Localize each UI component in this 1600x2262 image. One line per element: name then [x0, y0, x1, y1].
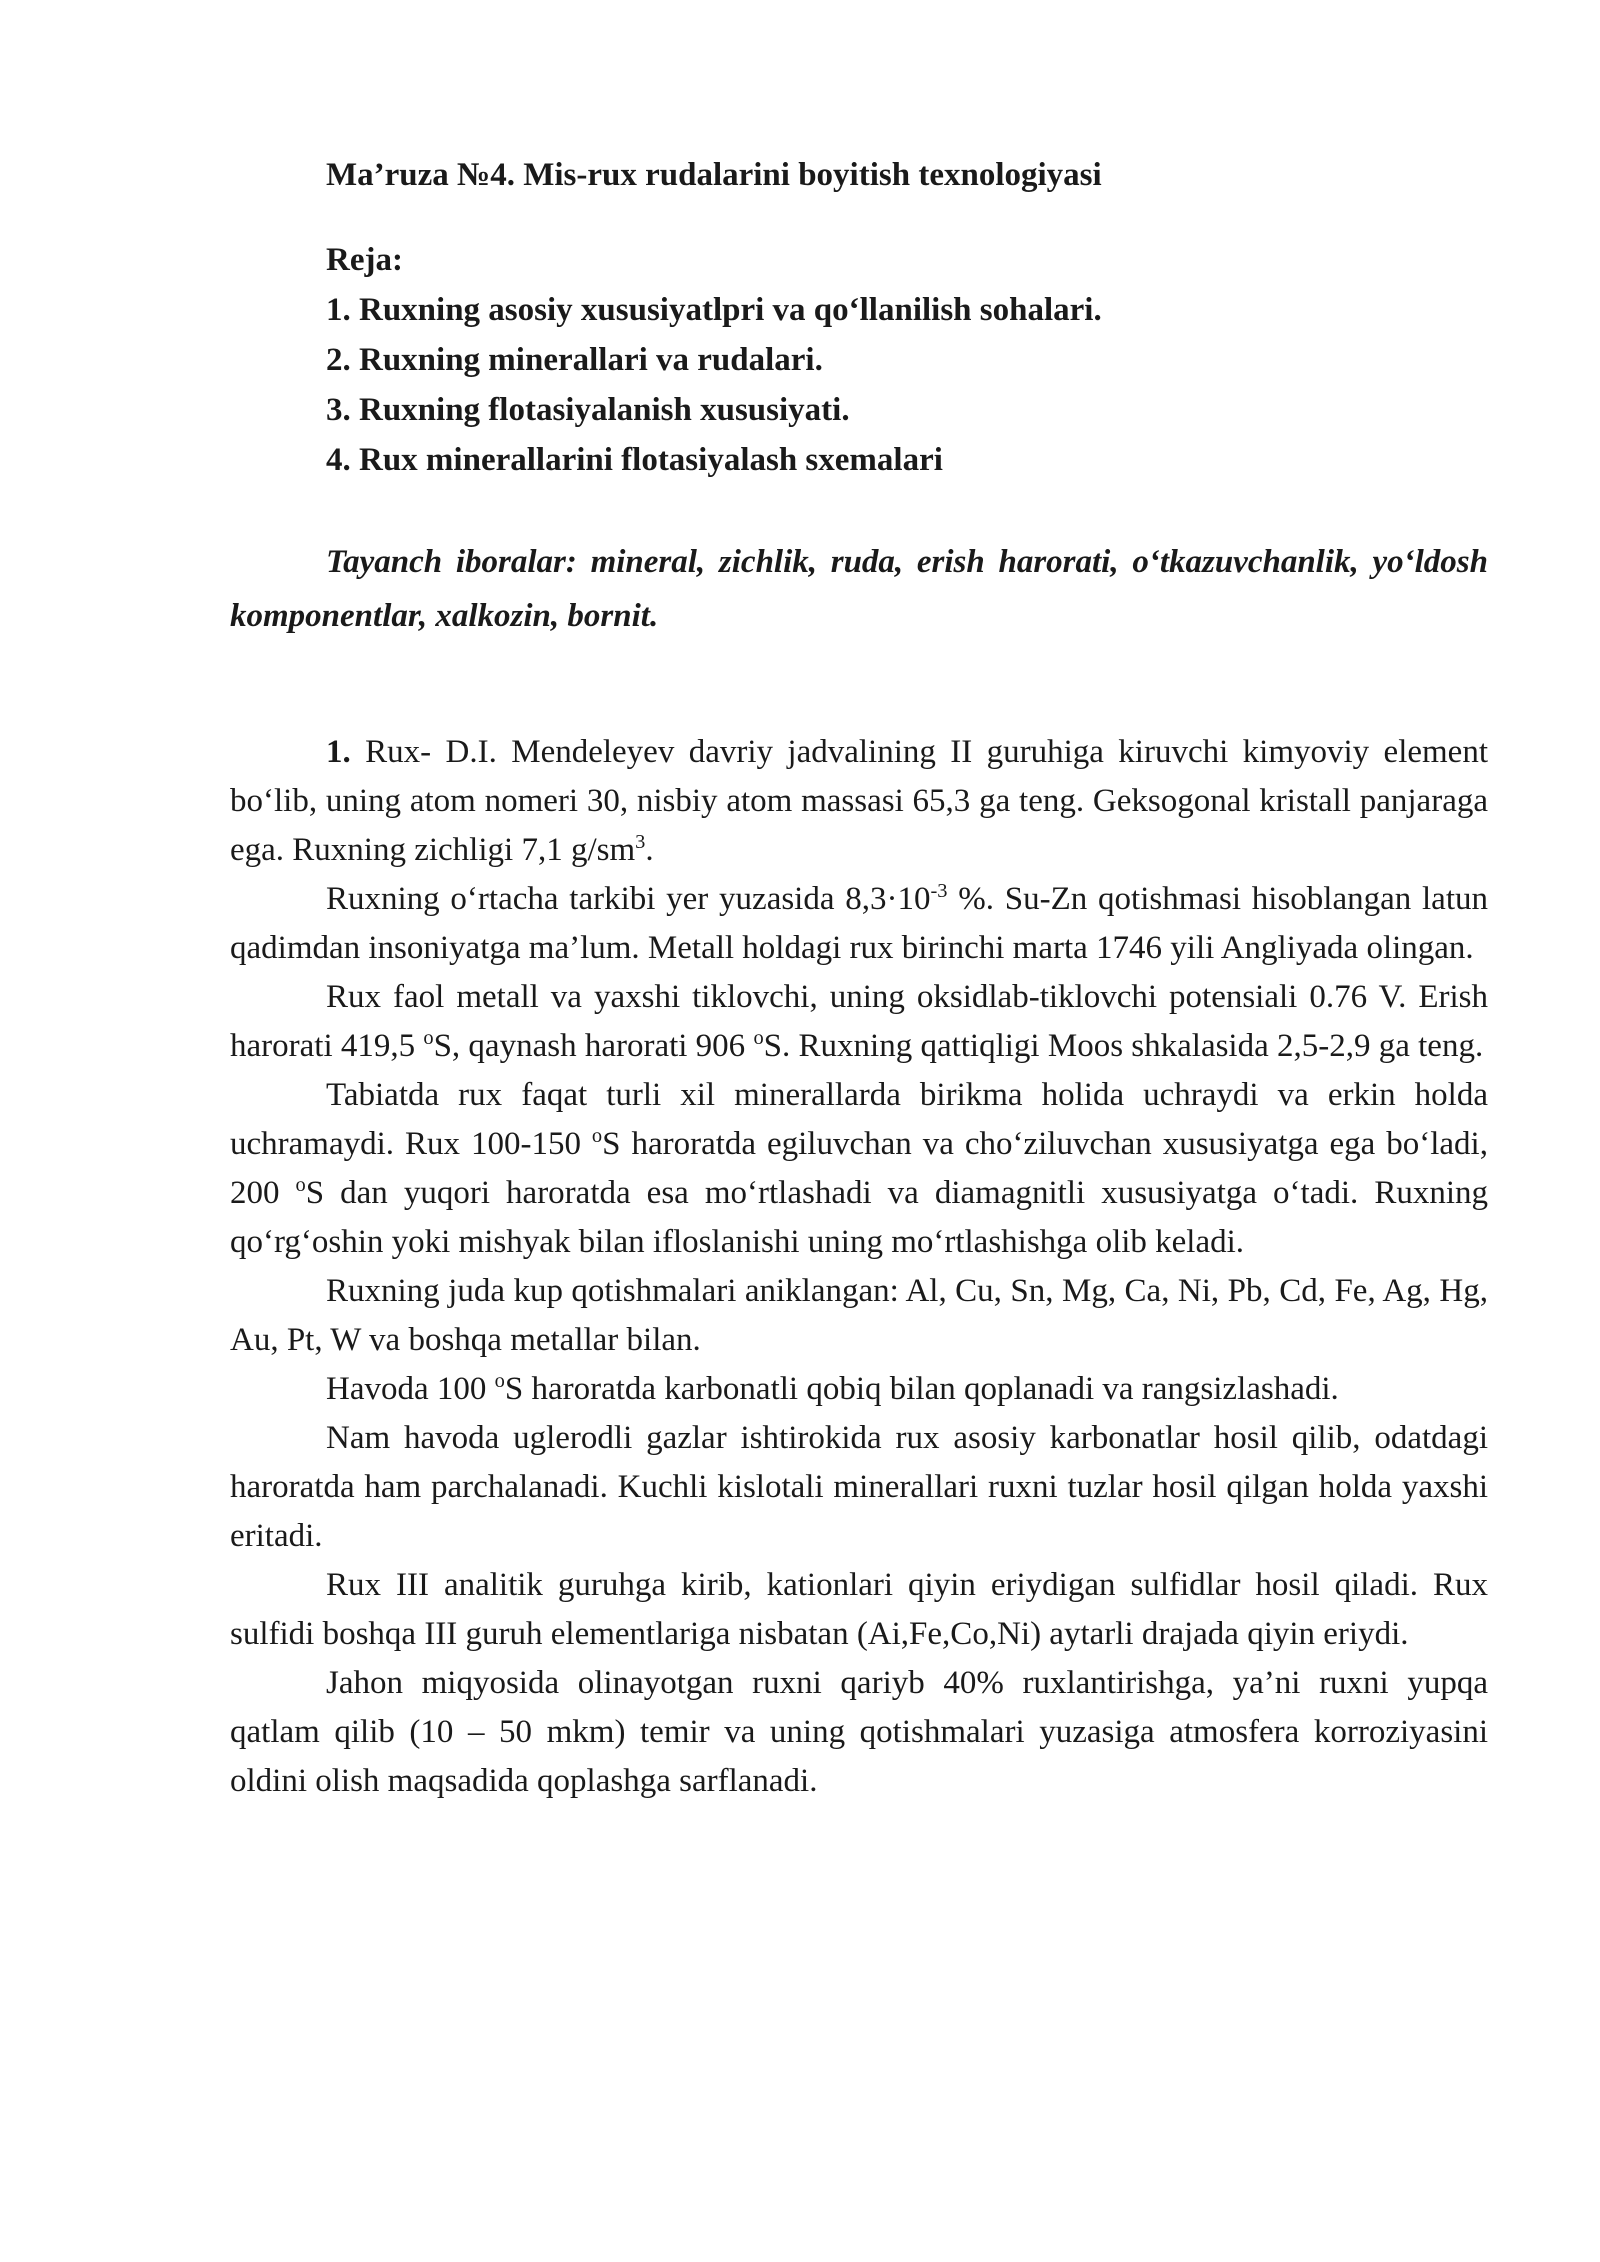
paragraph-4-text-c: S dan yuqori haroratda esa mo‘rtlashadi va diamagnitli xususiyatga o‘tadi. Ruxning qo‘rg‘oshin yoki mishyak bilan ifloslanishi uning mo‘rtlashishga olib keladi. — [230, 1175, 1489, 1260]
paragraph-3-sup-2: o — [753, 1027, 764, 1049]
paragraph-9: Jahon miqyosida olinayotgan ruxni qariyb 40% ruxlantirishga, ya’ni ruxni yupqa qatlam qilib (10 – 50 mkm) temir va uning qotishmalari yuzasiga atmosfera korroziyasini oldini olish maqsadida qoplashga sarflanadi. — [230, 1665, 1488, 1799]
plan-item-1: 1. Ruxning asosiy xususiyatlpri va qo‘llanilish sohalari. — [326, 292, 1102, 328]
paragraph-4-text-a: Tabiatda rux faqat turli xil minerallarda birikma holida uchraydi va erkin holda uchramaydi. Rux 100-150 — [230, 1077, 1488, 1162]
paragraph-2-text-a: Ruxning o‘rtacha tarkibi yer yuzasida 8,3·10 — [326, 881, 931, 917]
document-content — [230, 150, 1488, 1806]
paragraph-6-text-a: Havoda 100 — [326, 1371, 495, 1407]
paragraph-4-sup-2: o — [295, 1174, 306, 1196]
paragraph-1 — [230, 728, 1488, 875]
body-text — [230, 728, 1488, 1806]
paragraph-7: Nam havoda uglerodli gazlar ishtirokida rux asosiy karbonatlar hosil qilib, odatdagi haroratda ham parchalanadi. Kuchli kislotali minerallari ruxni tuzlar hosil qilgan holda yaxshi eritadi. — [230, 1420, 1488, 1554]
paragraph-6-text-b: S haroratda karbonatli qobiq bilan qoplanadi va rangsizlashadi. — [504, 1371, 1339, 1407]
lecture-number: Ma’ruza №4 — [326, 157, 507, 193]
paragraph-4-text-b: S haroratda egiluvchan va cho‘ziluvchan xususiyatga ega bo‘ladi, 200 — [230, 1126, 1488, 1211]
plan-item-4: 4. Rux minerallarini flotasiyalash sxemalari — [326, 442, 943, 478]
paragraph-5: Ruxning juda kup qotishmalari aniklangan: Al, Cu, Sn, Mg, Ca, Ni, Pb, Cd, Fe, Ag, Hg, Au, Pt, W va boshqa metallar bilan. — [230, 1273, 1488, 1358]
paragraph-4-sup-1: o — [591, 1125, 603, 1147]
plan-heading: Reja: — [326, 242, 403, 278]
paragraph-3 — [230, 973, 1488, 1071]
paragraph-3-text-b: S, qaynash harorati 906 — [433, 1028, 754, 1064]
paragraph-3-sup-1: o — [423, 1027, 434, 1049]
paragraph-2-text-b: %. Su-Zn qotishmasi hisoblangan latun qadimdan insoniyatga ma’lum. Metall holdagi rux birinchi marta 1746 yili Angliyada olingan. — [230, 881, 1488, 966]
keywords-paragraph: Tayanch iboralar: mineral, zichlik, ruda, erish harorati, o‘tkazuvchanlik, yo‘ldosh komponentlar, xalkozin, bornit. — [230, 544, 1488, 634]
paragraph-2 — [230, 875, 1488, 973]
plan-item-3: 3. Ruxning flotasiyalanish xususiyati. — [326, 392, 850, 428]
paragraph-1-sup: 3 — [635, 831, 646, 853]
paragraph-1-end: . — [645, 832, 654, 868]
lecture-title — [326, 150, 1488, 200]
paragraph-3-text-a: Rux faol metall va yaxshi tiklovchi, uning oksidlab-tiklovchi potensiali 0.76 V. Erish harorati 419,5 — [230, 979, 1488, 1064]
paragraph-1-text: Rux- D.I. Mendeleyev davriy jadvalining II guruhiga kiruvchi kimyoviy element bo‘lib, uning atom nomeri 30, nisbiy atom massasi 65,3 ga teng. Geksogonal kristall panjaraga ega. Ruxning zichligi 7,1 g/sm — [230, 734, 1488, 868]
paragraph-6-sup: o — [494, 1370, 505, 1392]
paragraph-6 — [230, 1365, 1488, 1414]
paragraph-4 — [230, 1071, 1488, 1267]
paragraph-3-text-c: S. Ruxning qattiqligi Moos shkalasida 2,5-2,9 ga teng. — [763, 1028, 1484, 1064]
paragraph-2-sup: -3 — [930, 880, 948, 902]
lecture-topic: . Mis-rux rudalarini boyitish texnologiyasi — [506, 157, 1102, 193]
paragraph-8: Rux III analitik guruhga kirib, kationlari qiyin eriydigan sulfidlar hosil qiladi. Rux sulfidi boshqa III guruh elementlariga nisbatan (Ai,Fe,Co,Ni) aytarli drajada qiyin eriydi. — [230, 1567, 1488, 1652]
lecture-plan — [326, 235, 1488, 485]
section-number: 1. — [326, 734, 351, 770]
plan-item-2: 2. Ruxning minerallari va rudalari. — [326, 342, 823, 378]
